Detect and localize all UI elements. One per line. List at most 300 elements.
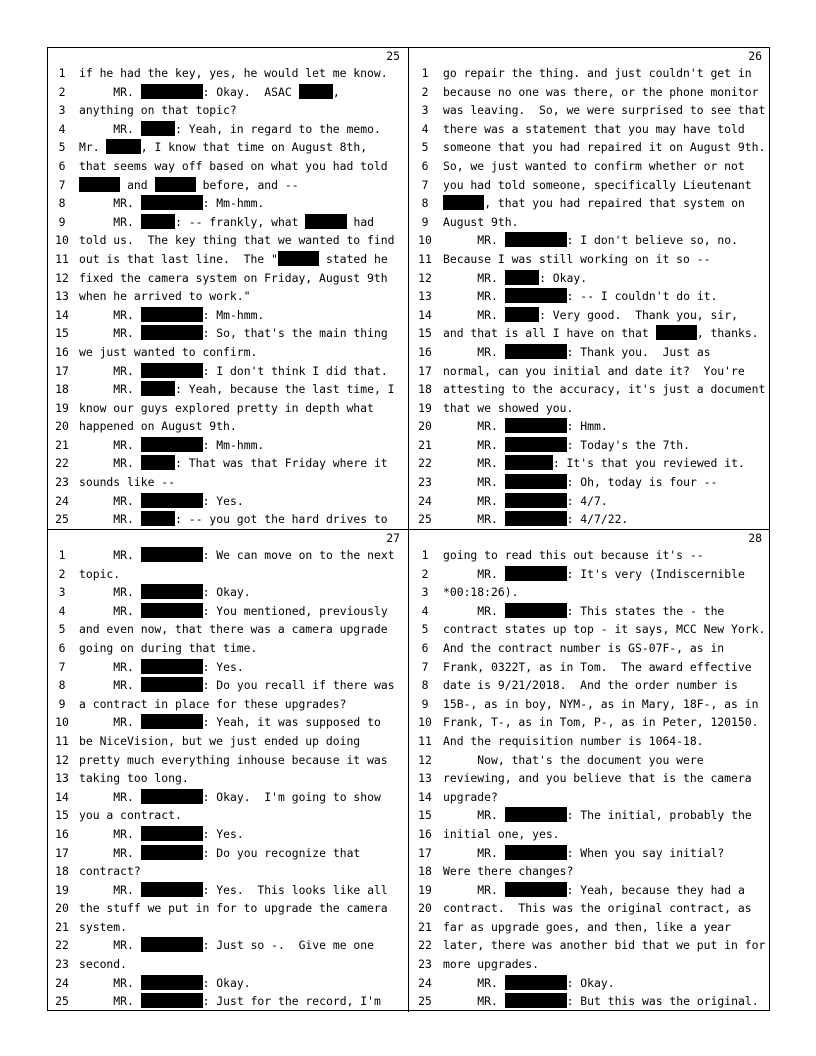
redaction-box: [505, 344, 567, 359]
transcript-page: [48, 48, 409, 530]
transcript-line: [48, 436, 408, 455]
line-text: MR. : Yeah, because the last time, I: [79, 382, 395, 397]
line-text: attesting to the accuracy, it's just a document: [443, 382, 766, 397]
transcript-line: [409, 64, 770, 83]
line-text: someone that you had repaired it on August 9th.: [443, 140, 766, 155]
line-number: 18: [418, 864, 432, 879]
transcript-line: [48, 157, 408, 176]
line-text: MR. : It's that you reviewed it.: [443, 456, 745, 471]
line-number: 7: [421, 659, 429, 674]
line-number: 19: [55, 882, 69, 897]
line-text: second.: [79, 957, 128, 972]
transcript-line: [48, 676, 408, 695]
line-text: MR. : We can move on to the next: [79, 548, 395, 562]
transcript-line: [409, 825, 770, 844]
line-text: MR. : Mm-hmm.: [79, 307, 265, 322]
line-number: 2: [421, 566, 429, 581]
line-text: MR. : Yes. This looks like all: [79, 882, 388, 897]
transcript-line: [409, 769, 770, 788]
line-text: sounds like --: [79, 475, 176, 490]
line-text: Were there changes?: [443, 864, 574, 879]
transcript-line: [409, 732, 770, 751]
line-text: there was a statement that you may have told: [443, 121, 745, 136]
transcript-line: [409, 231, 770, 250]
line-number: 17: [418, 363, 432, 378]
line-text: MR. : I don't think I did that.: [79, 363, 388, 378]
redaction-box: [656, 325, 697, 340]
line-text: contract states up top - it says, MCC New York.: [443, 622, 766, 637]
transcript-line: [409, 974, 770, 993]
transcript-line: [409, 658, 770, 677]
line-number: 24: [418, 493, 432, 508]
transcript-line: [48, 269, 408, 288]
transcript-line: [409, 492, 770, 511]
transcript-line: [48, 658, 408, 677]
line-number: 22: [418, 456, 432, 471]
transcript-line: [409, 138, 770, 157]
line-number: 23: [55, 475, 69, 490]
transcript-line: [409, 602, 770, 621]
line-number: 4: [58, 121, 66, 136]
transcript-line: [409, 620, 770, 639]
transcript-line: [48, 620, 408, 639]
transcript-line: [409, 565, 770, 584]
line-number: 21: [55, 919, 69, 934]
transcript-line: [48, 120, 408, 139]
transcript-line: [48, 732, 408, 751]
transcript-line: [409, 83, 770, 102]
transcript-page-grid: [47, 47, 770, 1011]
line-number: 18: [55, 864, 69, 879]
transcript-line: [409, 676, 770, 695]
line-number: 13: [55, 771, 69, 786]
redaction-box: [141, 826, 203, 841]
transcript-line: [409, 639, 770, 658]
transcript-line: [409, 417, 770, 436]
line-number: 5: [421, 622, 429, 637]
transcript-line: [409, 844, 770, 863]
line-number: 5: [58, 140, 66, 155]
line-text: MR. : Okay.: [79, 585, 251, 600]
line-text: MR. : That was that Friday where it: [79, 456, 388, 471]
line-text: MR. : Today's the 7th.: [443, 437, 691, 452]
line-text: , that you had repaired that system on: [443, 194, 766, 213]
line-text: anything on that topic?: [79, 103, 237, 118]
line-text: MR. : Just so -. Give me one: [79, 938, 375, 953]
line-number: 2: [58, 84, 66, 99]
line-number: 23: [418, 475, 432, 490]
line-text: MR. : Okay. ASAC ,: [79, 84, 340, 99]
redaction-box: [141, 325, 203, 340]
line-text: MR. : Okay.: [443, 975, 615, 990]
line-text: MR. : Just for the record, I'm: [79, 994, 381, 1009]
transcript-page: [48, 530, 409, 1012]
transcript-line: [409, 306, 770, 325]
transcript-line: [48, 918, 408, 937]
line-text: topic.: [79, 566, 121, 581]
transcript-line: [48, 231, 408, 250]
line-number: 11: [55, 733, 69, 748]
line-number: 9: [58, 696, 66, 711]
transcript-line: [409, 176, 770, 195]
line-text: Now, that's the document you were: [443, 752, 704, 767]
line-number: 15: [55, 326, 69, 341]
line-text: MR. : The initial, probably the: [443, 808, 752, 823]
line-text: 15B-, as in boy, NYM-, as in Mary, 18F-, as in: [443, 696, 759, 711]
redaction-box: [141, 493, 203, 508]
redaction-box: [141, 455, 175, 470]
line-number: 12: [55, 752, 69, 767]
line-text: MR. : Thank you. Just as: [443, 344, 711, 359]
transcript-line: [48, 825, 408, 844]
line-number: 11: [55, 251, 69, 266]
line-number: 22: [418, 938, 432, 953]
line-text: Frank, T-, as in Tom, P-, as in Peter, 120150.: [443, 715, 759, 730]
redaction-box: [141, 714, 203, 729]
line-number: 20: [55, 419, 69, 434]
line-number: 18: [55, 382, 69, 397]
line-number: 3: [58, 585, 66, 600]
line-number: 15: [418, 326, 432, 341]
line-text: date is 9/21/2018. And the order number is: [443, 678, 738, 693]
line-number: 24: [55, 975, 69, 990]
redaction-box: [505, 511, 567, 526]
transcript-line: [48, 806, 408, 825]
transcript-line: [409, 343, 770, 362]
line-number: 3: [421, 103, 429, 118]
transcript-line: [409, 806, 770, 825]
line-text: Mr. , I know that time on August 8th,: [79, 140, 368, 155]
line-number: 8: [58, 678, 66, 693]
line-number: 9: [421, 696, 429, 711]
line-number: 17: [418, 845, 432, 860]
line-number: 19: [418, 400, 432, 415]
redaction-box: [141, 121, 175, 136]
redaction-box: [505, 270, 539, 285]
redaction-box: [141, 937, 203, 952]
line-number: 14: [55, 789, 69, 804]
line-text: reviewing, and you believe that is the camera: [443, 771, 752, 786]
transcript-line: [48, 362, 408, 381]
transcript-lines: [409, 546, 770, 1011]
page-number: 28: [748, 531, 762, 545]
line-text: MR. : Yes.: [79, 493, 244, 508]
line-text: MR. : It's very (Indiscernible: [443, 566, 745, 581]
line-text: and that is all I have on that , thanks.: [443, 326, 759, 341]
line-text: go repair the thing. and just couldn't get in: [443, 66, 752, 80]
line-text: MR. : 4/7/22.: [443, 512, 629, 527]
transcript-line: [48, 713, 408, 732]
transcript-line: [48, 287, 408, 306]
transcript-line: [409, 194, 770, 213]
line-number: 20: [418, 419, 432, 434]
redaction-box: [278, 251, 319, 266]
transcript-line: [48, 101, 408, 120]
redaction-box: [155, 177, 196, 192]
line-number: 15: [418, 808, 432, 823]
redaction-box: [505, 882, 567, 897]
redaction-box: [141, 381, 175, 396]
page-number: 27: [386, 531, 400, 545]
line-number: 9: [421, 214, 429, 229]
line-number: 5: [421, 140, 429, 155]
line-text: MR. : Do you recall if there was: [79, 678, 395, 693]
line-number: 17: [55, 845, 69, 860]
line-text: that seems way off based on what you had told: [79, 158, 388, 173]
line-number: 2: [58, 566, 66, 581]
transcript-line: [409, 695, 770, 714]
redaction-box: [505, 845, 567, 860]
line-number: 15: [55, 808, 69, 823]
line-text: initial one, yes.: [443, 826, 560, 841]
transcript-line: [48, 176, 408, 195]
transcript-line: [409, 157, 770, 176]
line-number: 17: [55, 363, 69, 378]
redaction-box: [141, 603, 203, 618]
redaction-box: [141, 584, 203, 599]
line-text: normal, can you initial and date it? You're: [443, 363, 745, 378]
redaction-box: [141, 84, 203, 99]
line-number: 12: [418, 270, 432, 285]
line-number: 24: [55, 493, 69, 508]
line-number: 1: [58, 66, 66, 80]
page-number: 26: [748, 49, 762, 63]
line-number: 4: [421, 603, 429, 618]
transcript-line: [48, 844, 408, 863]
transcript-line: [409, 380, 770, 399]
line-text: And the contract number is GS-07F-, as in: [443, 640, 725, 655]
redaction-box: [505, 566, 567, 581]
redaction-box: [305, 214, 346, 229]
line-text: MR. : Oh, today is four --: [443, 475, 718, 490]
line-number: 11: [418, 251, 432, 266]
line-text: pretty much everything inhouse because it was: [79, 752, 388, 767]
line-number: 1: [58, 548, 66, 562]
transcript-line: [409, 399, 770, 418]
line-number: 3: [58, 103, 66, 118]
line-number: 9: [58, 214, 66, 229]
transcript-line: [409, 250, 770, 269]
line-text: MR. : When you say initial?: [443, 845, 725, 860]
transcript-line: [48, 955, 408, 974]
transcript-line: [48, 602, 408, 621]
redaction-box: [141, 547, 203, 562]
redaction-box: [141, 677, 203, 692]
line-text: system.: [79, 919, 128, 934]
line-text: later, there was another bid that we put in for: [443, 938, 766, 953]
transcript-line: [409, 510, 770, 529]
line-number: 19: [418, 882, 432, 897]
line-number: 4: [58, 603, 66, 618]
line-number: 21: [55, 437, 69, 452]
line-text: MR. : Mm-hmm.: [79, 196, 265, 211]
transcript-line: [409, 583, 770, 602]
redaction-box: [141, 845, 203, 860]
transcript-line: [409, 436, 770, 455]
redaction-box: [505, 437, 567, 452]
transcript-line: [48, 639, 408, 658]
line-text: MR. : Okay.: [79, 975, 251, 990]
line-number: 16: [55, 826, 69, 841]
line-text: Frank, 0322T, as in Tom. The award effective: [443, 659, 752, 674]
line-text: MR. : Okay. I'm going to show: [79, 789, 381, 804]
line-number: 14: [418, 307, 432, 322]
redaction-box: [141, 437, 203, 452]
redaction-box: [141, 882, 203, 897]
transcript-line: [409, 324, 770, 343]
redaction-box: [443, 195, 484, 210]
line-text: MR. : Yeah, in regard to the memo.: [79, 121, 381, 136]
redaction-box: [505, 418, 567, 433]
line-text: So, we just wanted to confirm whether or not: [443, 158, 745, 173]
line-text: And the requisition number is 1064-18.: [443, 733, 704, 748]
line-number: 19: [55, 400, 69, 415]
line-text: told us. The key thing that we wanted to find: [79, 233, 395, 248]
line-text: MR. : 4/7.: [443, 493, 608, 508]
redaction-box: [505, 603, 567, 618]
line-number: 20: [55, 901, 69, 916]
line-number: 8: [421, 678, 429, 693]
transcript-line: [48, 583, 408, 602]
transcript-line: [409, 213, 770, 232]
transcript-line: [48, 138, 408, 157]
transcript-line: [409, 101, 770, 120]
line-number: 13: [55, 289, 69, 304]
transcript-line: [48, 992, 408, 1011]
line-number: 13: [418, 289, 432, 304]
redaction-box: [505, 493, 567, 508]
transcript-line: [48, 343, 408, 362]
line-text: MR. : You mentioned, previously: [79, 603, 388, 618]
line-number: 23: [55, 957, 69, 972]
transcript-line: [409, 269, 770, 288]
line-number: 1: [421, 66, 429, 80]
line-text: far as upgrade goes, and then, like a year: [443, 919, 732, 934]
redaction-box: [141, 975, 203, 990]
transcript-line: [409, 992, 770, 1011]
line-text: we just wanted to confirm.: [79, 344, 258, 359]
transcript-lines: [48, 64, 408, 529]
line-number: 16: [55, 344, 69, 359]
transcript-line: [48, 492, 408, 511]
transcript-line: [409, 713, 770, 732]
transcript-line: [48, 695, 408, 714]
line-text: MR. : This states the - the: [443, 603, 725, 618]
transcript-line: [409, 862, 770, 881]
line-number: 14: [55, 307, 69, 322]
line-number: 8: [421, 196, 429, 211]
transcript-lines: [48, 546, 408, 1011]
transcript-line: [409, 936, 770, 955]
page-number: 25: [386, 49, 400, 63]
transcript-line: [48, 788, 408, 807]
transcript-line: [48, 306, 408, 325]
transcript-line: [48, 546, 408, 565]
line-number: 3: [421, 585, 429, 600]
line-text: and before, and --: [79, 176, 404, 195]
line-text: Because I was still working on it so --: [443, 251, 711, 266]
line-text: MR. : Mm-hmm.: [79, 437, 265, 452]
line-text: MR. : Hmm.: [443, 419, 608, 434]
redaction-box: [141, 659, 203, 674]
line-text: be NiceVision, but we just ended up doing: [79, 733, 361, 748]
line-number: 14: [418, 789, 432, 804]
line-number: 10: [55, 233, 69, 248]
line-text: happened on August 9th.: [79, 419, 237, 434]
line-number: 12: [418, 752, 432, 767]
line-text: when he arrived to work.": [79, 289, 251, 304]
line-text: MR. : -- you got the hard drives to: [79, 512, 388, 527]
redaction-box: [505, 807, 567, 822]
transcript-line: [409, 454, 770, 473]
transcript-line: [48, 380, 408, 399]
transcript-line: [48, 194, 408, 213]
redaction-box: [79, 177, 120, 192]
line-text: *00:18:26).: [443, 585, 519, 600]
line-number: 7: [58, 659, 66, 674]
transcript-line: [409, 362, 770, 381]
line-text: contract?: [79, 864, 141, 879]
line-number: 10: [418, 233, 432, 248]
redaction-box: [141, 307, 203, 322]
line-number: 25: [418, 994, 432, 1009]
transcript-line: [409, 788, 770, 807]
transcript-line: [48, 936, 408, 955]
transcript-line: [48, 399, 408, 418]
line-text: MR. : Yes.: [79, 826, 244, 841]
transcript-line: [48, 881, 408, 900]
line-number: 10: [55, 715, 69, 730]
redaction-box: [141, 993, 203, 1008]
line-text: MR. : So, that's the main thing: [79, 326, 388, 341]
redaction-box: [505, 993, 567, 1008]
transcript-line: [409, 955, 770, 974]
line-text: if he had the key, yes, he would let me know.: [79, 66, 388, 80]
transcript-line: [48, 974, 408, 993]
line-text: was leaving. So, we were surprised to see that: [443, 103, 766, 118]
line-number: 4: [421, 121, 429, 136]
line-text: know our guys explored pretty in depth what: [79, 400, 374, 415]
redaction-box: [141, 789, 203, 804]
line-text: MR. : Yeah, it was supposed to: [79, 715, 381, 730]
line-number: 16: [418, 344, 432, 359]
line-number: 10: [418, 715, 432, 730]
line-text: you a contract.: [79, 808, 182, 823]
line-number: 7: [58, 177, 66, 192]
transcript-line: [409, 120, 770, 139]
redaction-box: [505, 455, 553, 470]
line-text: August 9th.: [443, 214, 519, 229]
line-number: 21: [418, 919, 432, 934]
transcript-line: [409, 287, 770, 306]
transcript-line: [409, 881, 770, 900]
redaction-box: [505, 307, 539, 322]
line-number: 5: [58, 622, 66, 637]
transcript-line: [48, 510, 408, 529]
line-number: 13: [418, 771, 432, 786]
line-number: 12: [55, 270, 69, 285]
line-text: the stuff we put in for to upgrade the camera: [79, 901, 388, 916]
redaction-box: [141, 214, 175, 229]
transcript-line: [48, 454, 408, 473]
redaction-box: [505, 232, 567, 247]
line-number: 11: [418, 733, 432, 748]
transcript-line: [409, 918, 770, 937]
redaction-box: [505, 474, 567, 489]
line-text: upgrade?: [443, 789, 498, 804]
line-number: 8: [58, 196, 66, 211]
transcript-line: [409, 473, 770, 492]
